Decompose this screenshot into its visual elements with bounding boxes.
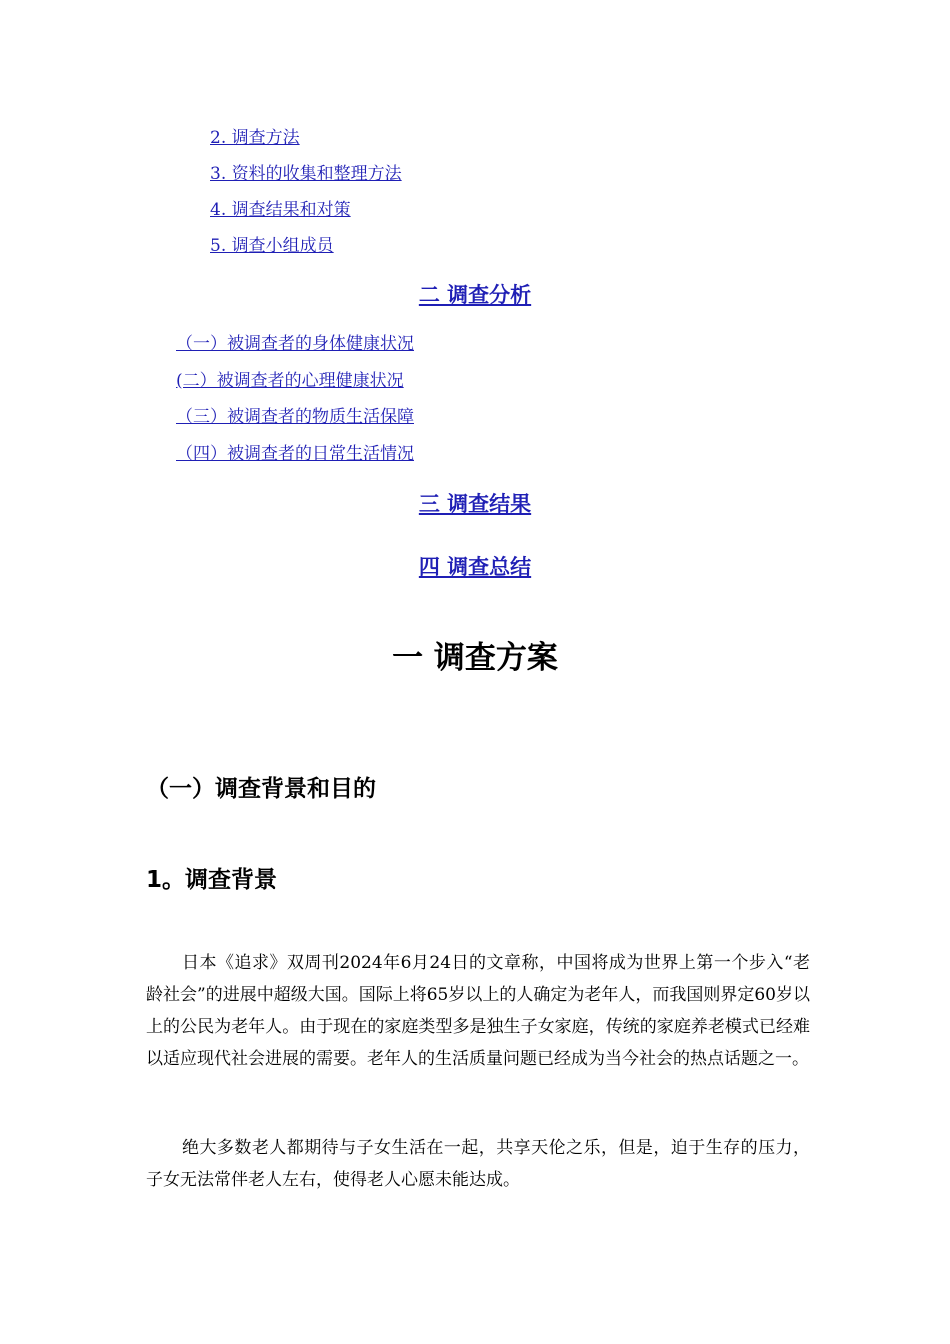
toc-link-physical-health[interactable]: （一）被调查者的身体健康状况 bbox=[176, 334, 414, 354]
toc-heading-analysis[interactable] bbox=[0, 281, 950, 309]
toc-link-daily-life[interactable]: （四）被调查者的日常生活情况 bbox=[176, 444, 414, 464]
body-paragraph: 绝大多数老人都期待与子女生活在一起，共享天伦之乐，但是，迫于生存的压力，子女无法常伴老人左右，使得老人心愿未能达成。 bbox=[146, 1138, 810, 1190]
body-paragraph: 日本《追求》双周刊2024年6月24日的文章称，中国将成为世界上第一个步入“老龄社会”的进展中超级大国。国际上将65岁以上的人确定为老年人，而我国则界定60岁以上的公民为老年人。由于现在的家庭类型多是独生子女家庭，传统的家庭养老模式已经难以适应现代社会进展的需要。老年人的生活质量问题已经成为当今社会的热点话题之一。 bbox=[146, 953, 810, 1069]
toc-heading-results[interactable] bbox=[0, 490, 950, 518]
toc-heading-summary-text[interactable]: 四 调查总结 bbox=[418, 555, 532, 579]
toc-link-data-collection[interactable]: 3. 资料的收集和整理方法 bbox=[210, 164, 402, 184]
toc-link-team-members[interactable]: 5. 调查小组成员 bbox=[210, 236, 334, 256]
toc-heading-results-text[interactable]: 三 调查结果 bbox=[418, 492, 532, 516]
toc-link-mental-health[interactable]: (二）被调查者的心理健康状况 bbox=[176, 371, 404, 391]
toc-link-survey-method[interactable]: 2. 调查方法 bbox=[210, 128, 300, 148]
toc-link-results-countermeasures[interactable]: 4. 调查结果和对策 bbox=[210, 200, 351, 220]
toc-link-material-security[interactable]: （三）被调查者的物质生活保障 bbox=[176, 407, 414, 427]
chapter-title: 一 调查方案 bbox=[392, 640, 558, 676]
section-title: （一）调查背景和目的 bbox=[146, 776, 376, 802]
toc-heading-analysis-text[interactable]: 二 调查分析 bbox=[418, 283, 532, 307]
toc-heading-summary[interactable] bbox=[0, 553, 950, 581]
subsection-title: 1。调查背景 bbox=[146, 867, 278, 893]
